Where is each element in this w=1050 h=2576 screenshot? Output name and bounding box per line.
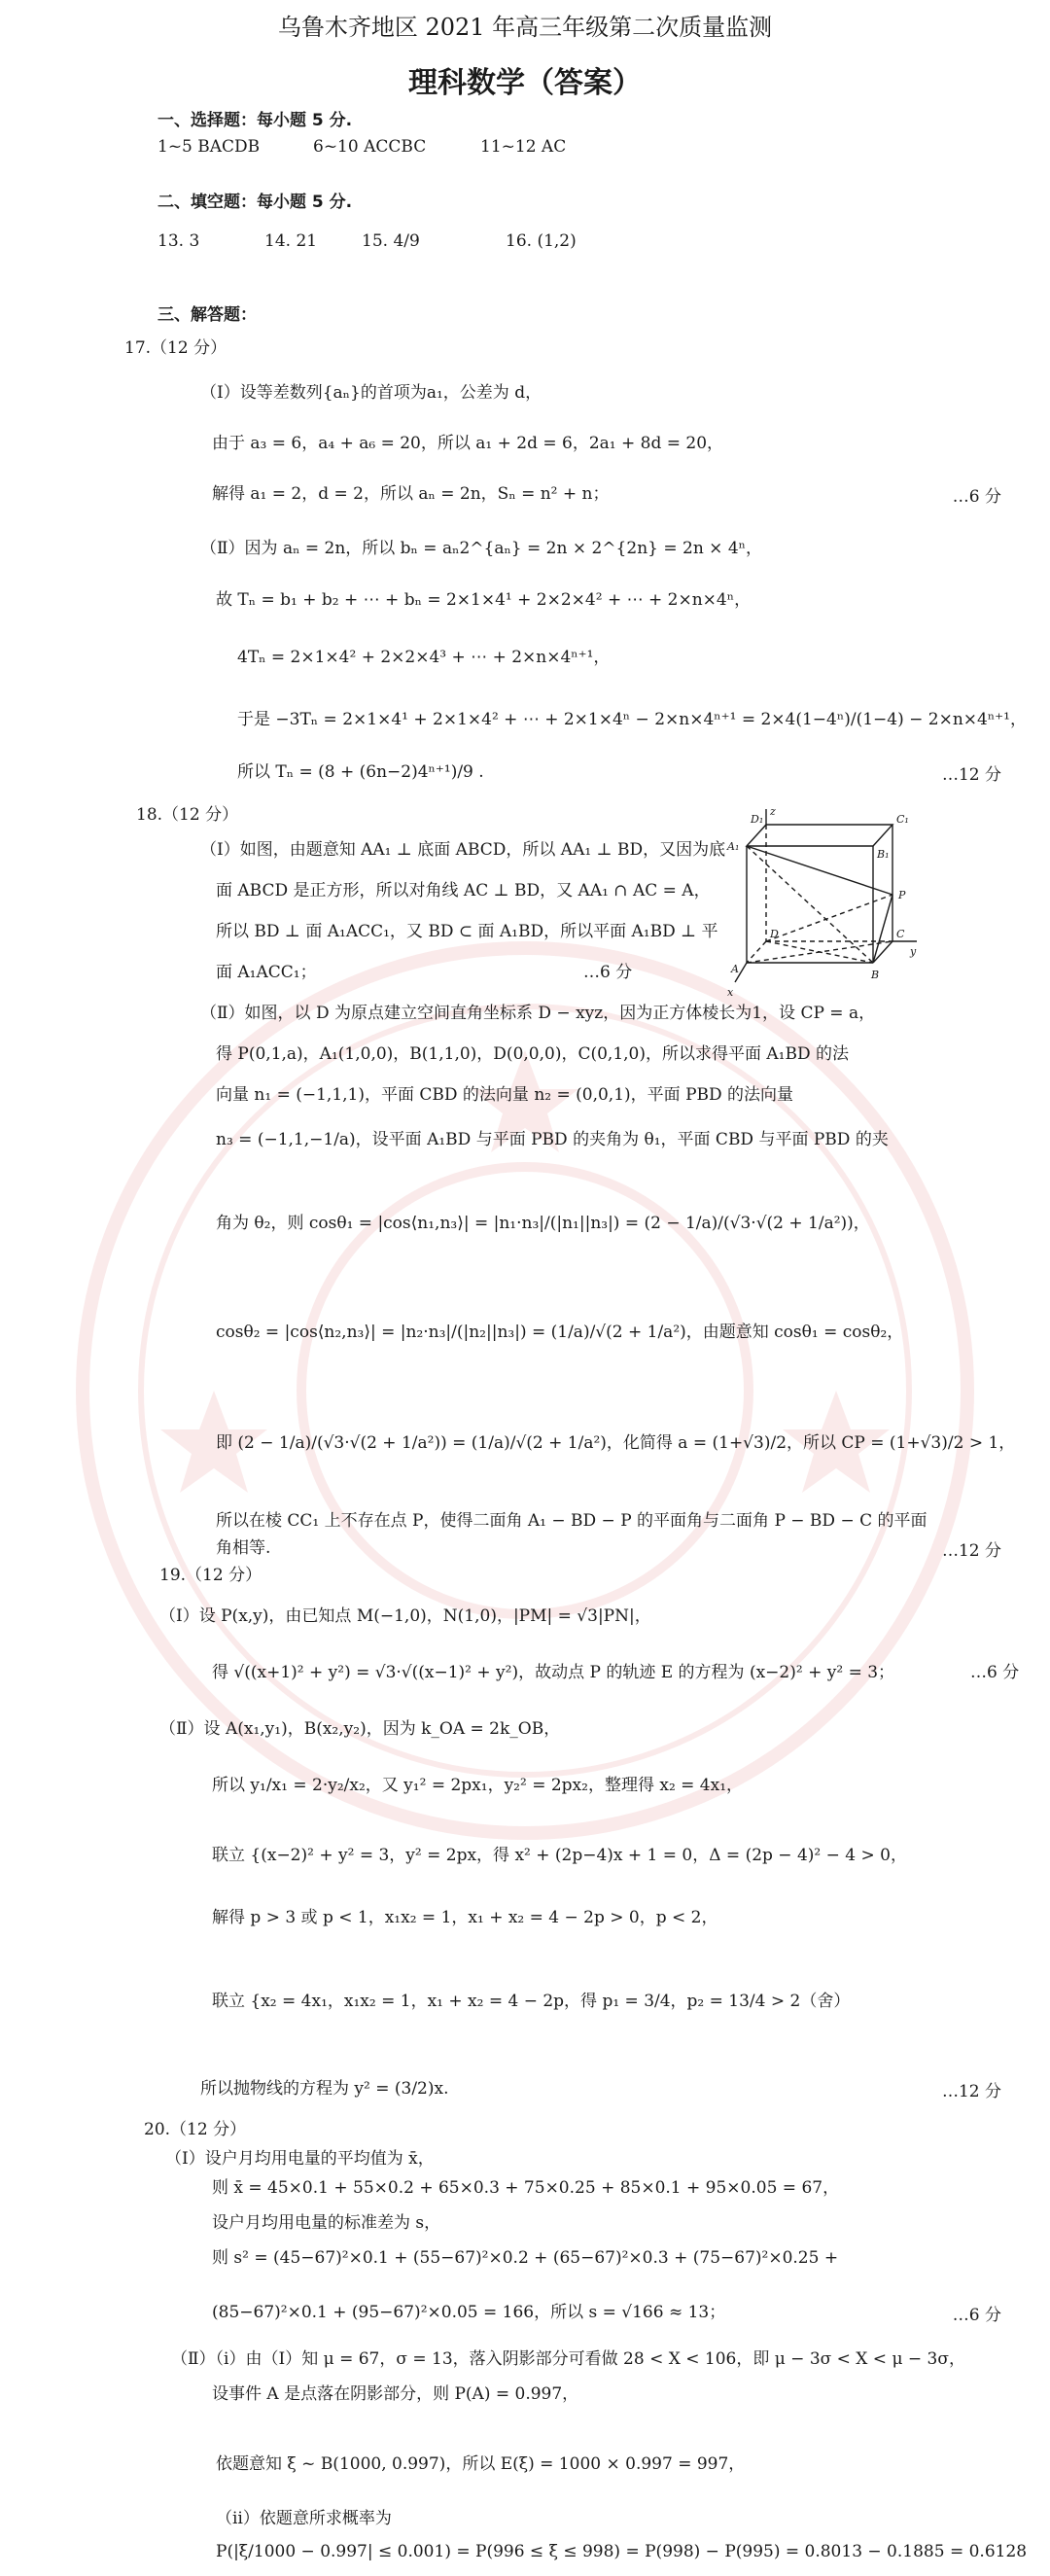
text-line: 即 (2 − 1/a)/(√3·√(2 + 1/a²)) = (1/a)/√(2 + 1/a²)，化简得 a = (1+√3)/2，所以 CP = (1+√3)/2 > 1， — [216, 1433, 1016, 1453]
problem-20-header: 20.（12 分） — [144, 2120, 247, 2139]
label-A1: A₁ — [727, 840, 740, 853]
choice-answers-2: 6~10 ACCBC — [313, 137, 427, 157]
text-line: （Ⅱ）如图，以 D 为原点建立空间直角坐标系 D − xyz，因为正方体棱长为1，设 CP = a， — [200, 1004, 876, 1023]
score-mark: …6 分 — [952, 487, 1001, 507]
text-line: （Ⅱ）设 A(x₁,y₁)，B(x₂,y₂)，因为 k_OA = 2k_OB， — [159, 1719, 561, 1739]
text-line: （Ⅰ）设户月均用电量的平均值为 x̄， — [165, 2149, 435, 2169]
label-A: A — [731, 963, 739, 975]
text-line: 则 x̄ = 45×0.1 + 55×0.2 + 65×0.3 + 75×0.25 + 85×0.1 + 95×0.05 = 67， — [212, 2178, 840, 2198]
choice-answers-1: 1~5 BACDB — [158, 137, 261, 157]
score-mark: …12 分 — [941, 1541, 1001, 1561]
label-x: x — [727, 986, 734, 999]
text-line: 联立 {x₂ = 4x₁，x₁x₂ = 1，x₁ + x₂ = 4 − 2p，得 p₁ = 3/4，p₂ = 13/4 > 2（舍） — [212, 1992, 851, 2011]
label-P: P — [898, 889, 906, 901]
text-line: 所以 BD ⊥ 面 A₁ACC₁，又 BD ⊂ 面 A₁BD，所以平面 A₁BD ⊥ 平 — [216, 922, 718, 941]
text-line: 所以 y₁/x₁ = 2·y₂/x₂，又 y₁² = 2px₁，y₂² = 2px₂，整理得 x₂ = 4x₁， — [212, 1776, 744, 1795]
label-C1: C₁ — [896, 813, 909, 826]
label-B: B — [871, 969, 880, 981]
text-line: 所以 Tₙ = (8 + (6n−2)4ⁿ⁺¹)/9 . — [237, 762, 484, 782]
fill-answer-15: 15. 4/9 — [362, 231, 420, 251]
text-line: n₃ = (−1,1,−1/a)，设平面 A₁BD 与平面 PBD 的夹角为 θ₁，平面 CBD 与平面 PBD 的夹 — [216, 1130, 889, 1149]
text-line: cosθ₂ = |cos⟨n₂,n₃⟩| = |n₂·n₃|/(|n₂||n₃|) = (1/a)/√(2 + 1/a²)，由题意知 cosθ₁ = cosθ₂， — [216, 1323, 904, 1342]
score-mark: …12 分 — [941, 765, 1001, 785]
text-line: 4Tₙ = 2×1×4² + 2×2×4³ + ⋯ + 2×n×4ⁿ⁺¹， — [237, 648, 611, 667]
text-line: （Ⅰ）设 P(x,y)，由已知点 M(−1,0)，N(1,0)，|PM| = √3|PN|， — [159, 1606, 651, 1626]
text-line: 解得 p > 3 或 p < 1，x₁x₂ = 1，x₁ + x₂ = 4 − 2p > 0，p < 2， — [212, 1908, 718, 1927]
text-line: 联立 {(x−2)² + y² = 3，y² = 2px，得 x² + (2p−4)x + 1 = 0，Δ = (2p − 4)² − 4 > 0， — [212, 1846, 907, 1865]
text-line: （Ⅰ）设等差数列{aₙ}的首项为a₁，公差为 d， — [200, 383, 542, 403]
problem-18-header: 18.（12 分） — [136, 805, 239, 825]
label-B1: B₁ — [877, 848, 890, 861]
text-line: 由于 a₃ = 6，a₄ + a₆ = 20，所以 a₁ + 2d = 6，2a₁ + 8d = 20， — [212, 434, 724, 453]
problem-17-header: 17.（12 分） — [124, 338, 228, 358]
text-line: 得 P(0,1,a)，A₁(1,0,0)，B(1,1,0)，D(0,0,0)，C(0,1,0)，所以求得平面 A₁BD 的法 — [216, 1044, 850, 1064]
label-D: D — [770, 928, 779, 940]
choice-answers-3: 11~12 AC — [480, 137, 567, 157]
score-mark: …6 分 — [583, 963, 633, 982]
score-mark: …6 分 — [970, 1663, 1020, 1682]
text-line: 所以抛物线的方程为 y² = (3/2)x. — [200, 2079, 449, 2099]
text-line: 面 A₁ACC₁； — [216, 963, 317, 982]
label-z: z — [770, 807, 776, 818]
text-line: （Ⅱ）因为 aₙ = 2n，所以 bₙ = aₙ2^{aₙ} = 2n × 2^{2n} = 2n × 4ⁿ， — [200, 539, 762, 558]
text-line: 面 ABCD 是正方形，所以对角线 AC ⊥ BD，又 AA₁ ∩ AC = A， — [216, 881, 711, 900]
watermark-seal — [68, 934, 982, 1848]
fill-answer-14: 14. 21 — [264, 231, 318, 251]
exam-header: 乌鲁木齐地区 2021 年高三年级第二次质量监测 — [277, 14, 773, 41]
text-line: 则 s² = (45−67)²×0.1 + (55−67)²×0.2 + (65−67)²×0.3 + (75−67)²×0.25 + — [212, 2248, 839, 2268]
text-line: 设户月均用电量的标准差为 s， — [212, 2213, 441, 2233]
text-line: （ⅱ）依题意所求概率为 — [216, 2509, 392, 2528]
text-line: (85−67)²×0.1 + (95−67)²×0.05 = 166，所以 s = √166 ≈ 13； — [212, 2303, 726, 2322]
text-line: 于是 −3Tₙ = 2×1×4¹ + 2×1×4² + ⋯ + 2×1×4ⁿ − 2×n×4ⁿ⁺¹ = 2×4(1−4ⁿ)/(1−4) − 2×n×4ⁿ⁺¹， — [237, 710, 1027, 729]
page-title: 理科数学（答案） — [408, 66, 642, 100]
section-solve-title: 三、解答题： — [158, 305, 257, 325]
text-line: 设事件 A 是点落在阴影部分，则 P(A) = 0.997， — [212, 2384, 579, 2404]
text-line: 故 Tₙ = b₁ + b₂ + ⋯ + bₙ = 2×1×4¹ + 2×2×4² + ⋯ + 2×n×4ⁿ， — [216, 590, 752, 610]
section-fill-title: 二、填空题：每小题 5 分. — [158, 193, 353, 212]
section-choice-title: 一、选择题：每小题 5 分. — [158, 111, 353, 130]
score-mark: …6 分 — [952, 2306, 1001, 2325]
text-line: 得 √((x+1)² + y²) = √3·√((x−1)² + y²)，故动点 P 的轨迹 E 的方程为 (x−2)² + y² = 3； — [212, 1663, 895, 1682]
fill-answer-16: 16. (1,2) — [506, 231, 577, 251]
score-mark: …12 分 — [941, 2082, 1001, 2101]
text-line: （Ⅰ）如图，由题意知 AA₁ ⊥ 底面 ABCD，所以 AA₁ ⊥ BD，又因为底 — [200, 840, 726, 860]
text-line: 向量 n₁ = (−1,1,1)，平面 CBD 的法向量 n₂ = (0,0,1)，平面 PBD 的法向量 — [216, 1085, 794, 1105]
cube-figure — [708, 807, 922, 1002]
problem-19-header: 19.（12 分） — [159, 1566, 262, 1585]
text-line: 角为 θ₂，则 cosθ₁ = |cos⟨n₁,n₃⟩| = |n₁·n₃|/(|n₁||n₃|) = (2 − 1/a)/(√3·√(2 + 1/a²))， — [216, 1214, 870, 1233]
text-line: P(|ξ/1000 − 0.997| ≤ 0.001) = P(996 ≤ ξ ≤ 998) = P(998) − P(995) = 0.8013 − 0.1885 = 0.6128 — [216, 2542, 1028, 2561]
label-C: C — [896, 928, 905, 940]
fill-answer-13: 13. 3 — [158, 231, 200, 251]
text-line: 所以在棱 CC₁ 上不存在点 P，使得二面角 A₁ − BD − P 的平面角与二面角 P − BD − C 的平面 — [216, 1511, 928, 1531]
text-line: （Ⅱ）（ⅰ）由（Ⅰ）知 μ = 67，σ = 13，落入阴影部分可看做 28 < X < 106，即 μ − 3σ < X < μ − 3σ， — [171, 2349, 965, 2369]
text-line: 角相等. — [216, 1538, 271, 1558]
label-D1: D₁ — [751, 813, 764, 826]
text-line: 依题意知 ξ ~ B(1000, 0.997)，所以 E(ξ) = 1000 × 0.997 = 997， — [216, 2454, 746, 2474]
label-y: y — [910, 945, 917, 958]
text-line: 解得 a₁ = 2，d = 2，所以 aₙ = 2n，Sₙ = n² + n； — [212, 484, 610, 504]
